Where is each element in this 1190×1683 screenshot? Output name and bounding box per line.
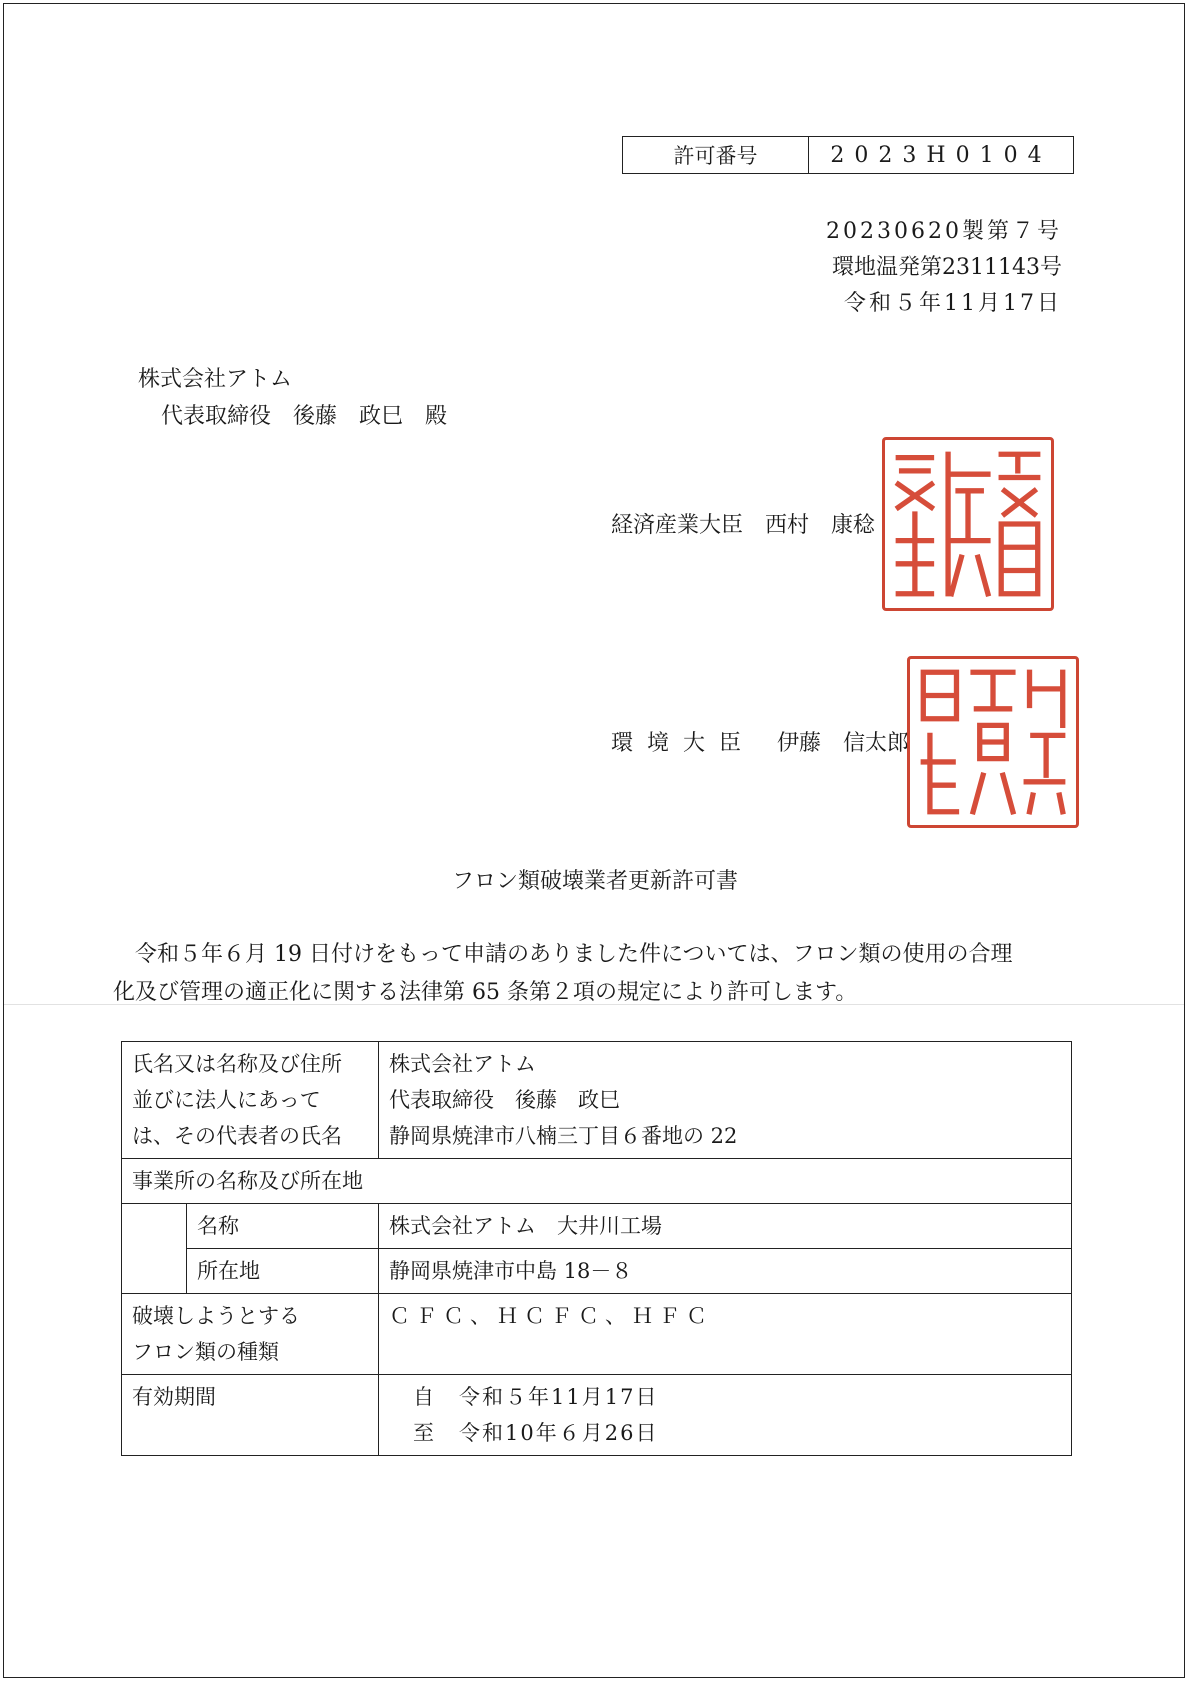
- office-name-value-cell: [379, 1204, 1072, 1249]
- office-location-value-cell: [379, 1249, 1072, 1294]
- validity-to: 至 令和10年６月26日: [413, 1421, 659, 1445]
- office-gutter: [122, 1249, 187, 1294]
- office-name-value: 株式会社アトム 大井川工場: [389, 1214, 662, 1238]
- table-row: [122, 1204, 1072, 1249]
- meti-minister-seal: [882, 437, 1054, 611]
- permit-number-value: 2023H0104: [830, 142, 1052, 168]
- office-name-label-cell: [187, 1204, 379, 1249]
- signatory-moe-name: 伊藤 信太郎: [777, 731, 910, 756]
- signatory-moe: [611, 726, 909, 757]
- reference-block: [826, 214, 1062, 322]
- table-row: [122, 1042, 1072, 1159]
- table-row: [122, 1159, 1072, 1204]
- table-row: [122, 1294, 1072, 1375]
- permit-details-table: [121, 1041, 1072, 1456]
- signatory-meti: [611, 508, 875, 539]
- document-title: フロン類破壊業者更新許可書: [451, 869, 738, 894]
- validity-value-cell: [379, 1375, 1072, 1456]
- office-gutter: [122, 1204, 187, 1249]
- office-location-value: 静岡県焼津市中島 18－８: [389, 1259, 633, 1283]
- permit-statement: [113, 936, 1075, 1012]
- table-row: [122, 1249, 1072, 1294]
- office-name-label: 名称: [197, 1214, 239, 1238]
- permit-number-box: [622, 136, 1074, 174]
- fluorocarbon-types: ＣＦＣ、ＨＣＦＣ、ＨＦＣ: [389, 1304, 713, 1328]
- validity-label: 有効期間: [132, 1385, 216, 1409]
- fluorocarbon-value-cell: [379, 1294, 1072, 1375]
- signatory-moe-title: 環境大臣: [611, 731, 756, 756]
- recipient-company: 株式会社アトム: [138, 367, 293, 392]
- office-label: 事業所の名称及び所在地: [132, 1169, 363, 1193]
- applicant-company: 株式会社アトム: [389, 1052, 536, 1076]
- signatory-meti-name: 西村 康稔: [765, 513, 876, 538]
- table-row: [122, 1375, 1072, 1456]
- applicant-label-line: は、その代表者の氏名: [132, 1124, 342, 1148]
- applicant-representative: 代表取締役 後藤 政巳: [389, 1088, 620, 1112]
- applicant-value-cell: [379, 1042, 1072, 1159]
- permit-statement-line-2: 化及び管理の適正化に関する法律第 65 条第２項の規定により許可します。: [113, 980, 858, 1005]
- fluorocarbon-label-line: 破壊しようとする: [132, 1304, 300, 1328]
- applicant-label-line: 並びに法人にあって: [132, 1088, 321, 1112]
- applicant-label-cell: [122, 1042, 379, 1159]
- fluorocarbon-label-line: フロン類の種類: [132, 1340, 279, 1364]
- office-label-cell: [122, 1159, 1072, 1204]
- applicant-label-line: 氏名又は名称及び住所: [132, 1052, 342, 1076]
- permit-number-label: 許可番号: [623, 137, 809, 173]
- office-location-label: 所在地: [197, 1259, 260, 1283]
- applicant-address: 静岡県焼津市八楠三丁目６番地の 22: [389, 1124, 738, 1148]
- permit-statement-line-1: 令和５年６月 19 日付けをもって申請のありました件については、フロン類の使用の合理: [135, 942, 1013, 967]
- issue-date: 令和５年11月17日: [844, 291, 1062, 316]
- environment-document-number: 環地温発第2311143号: [832, 255, 1062, 280]
- document-number: 20230620製第７号: [826, 219, 1062, 244]
- validity-label-cell: [122, 1375, 379, 1456]
- recipient-representative: 代表取締役 後藤 政巳 殿: [161, 404, 448, 429]
- office-location-label-cell: [187, 1249, 379, 1294]
- environment-minister-seal: [907, 656, 1079, 828]
- signatory-meti-title: 経済産業大臣: [611, 513, 744, 538]
- fluorocarbon-label-cell: [122, 1294, 379, 1375]
- validity-from: 自 令和５年11月17日: [413, 1385, 659, 1409]
